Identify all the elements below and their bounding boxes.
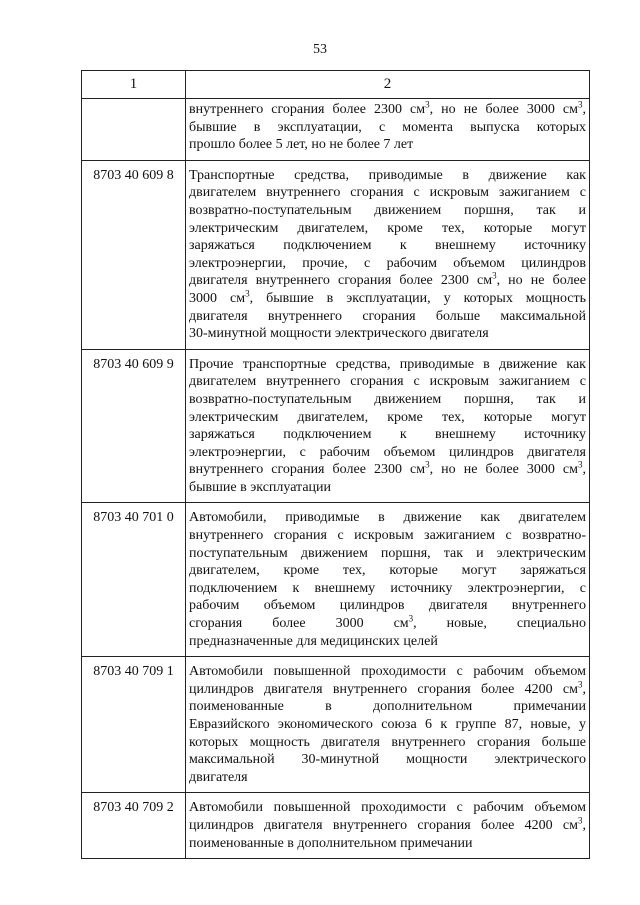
text-fragment: поименованные в дополнительном примечании [189, 835, 473, 851]
text-fragment: внутреннего сгорания с искровым зажиганием с возвратно- [189, 528, 586, 544]
text-fragment: сгорания более 3000 см [189, 616, 409, 632]
text-fragment: бывшие в эксплуатации, с момента выпуска которых [189, 119, 586, 135]
description-line [189, 663, 586, 681]
text-fragment: двигателя внутреннего сгорания более 2300 см [189, 273, 493, 289]
tnved-code: 8703 40 709 1 [82, 657, 186, 793]
superscript-cube: 3 [578, 459, 583, 470]
description-line [189, 444, 586, 462]
text-fragment: которых мощность двигателя внутреннего сгорания больше [189, 734, 586, 750]
superscript-cube: 3 [492, 270, 497, 281]
table-row [82, 503, 590, 657]
text-fragment: заряжаться подключением к внешнему источнику [189, 427, 586, 443]
text-fragment: 3000 см [189, 290, 246, 306]
description-line [189, 220, 586, 238]
description-line [189, 479, 586, 497]
description-line [189, 308, 586, 326]
column-header-code: 1 [82, 71, 186, 99]
text-fragment: цилиндров двигателя внутреннего сгорания более 4200 см [189, 817, 578, 833]
description-line [189, 580, 586, 598]
text-fragment: двигателя [189, 769, 248, 785]
description-line [189, 373, 586, 391]
text-fragment: Автомобили повышенной проходимости с рабочим объемом [189, 664, 586, 680]
description-line [189, 597, 586, 615]
description-line [189, 527, 586, 545]
text-fragment: поименованные в дополнительном примечании [189, 699, 586, 715]
text-fragment: Евразийского экономического союза 6 к группе 87, новые, у [189, 717, 586, 732]
description-line [189, 391, 586, 409]
description-line [189, 509, 586, 527]
description-line [189, 751, 586, 769]
goods-description [186, 349, 590, 503]
tnved-code: 8703 40 609 8 [82, 160, 186, 349]
description-line [189, 799, 586, 817]
description-line [189, 461, 586, 479]
description-line [189, 835, 586, 853]
text-fragment: Транспортные средства, приводимые в движение как [189, 167, 586, 183]
text-fragment: электрическим двигателем, кроме тех, которые могут [189, 409, 586, 425]
text-fragment: двигателем внутреннего сгорания с искровым зажиганием с [189, 185, 586, 201]
text-fragment: , но не более [496, 273, 586, 289]
description-line [189, 562, 586, 580]
tnved-code [82, 99, 186, 161]
text-fragment: электроэнергии, с рабочим объемом цилиндров двигателя [189, 444, 586, 460]
text-fragment: двигателем, кроме тех, которые могут заряжаться [189, 563, 586, 579]
text-fragment: двигателя внутреннего сгорания больше максимальной [189, 308, 586, 324]
text-fragment: максимальной 30-минутной мощности электрического [189, 752, 586, 768]
description-line [189, 167, 586, 185]
text-fragment: , бывшие в эксплуатации, у которых мощность [249, 290, 587, 306]
description-line [189, 101, 586, 119]
text-fragment: рабочим объемом цилиндров двигателя внутреннего [189, 598, 586, 614]
table-header-row [82, 71, 590, 99]
description-line [189, 202, 586, 220]
goods-description [186, 160, 590, 349]
text-fragment: , [582, 681, 586, 697]
tnved-code: 8703 40 701 0 [82, 503, 186, 657]
description-line [189, 698, 586, 716]
description-line [189, 817, 586, 835]
text-fragment: , новые, специально [413, 616, 586, 632]
table-row [82, 349, 590, 503]
goods-description [186, 99, 590, 161]
text-fragment: возвратно-поступательным движением поршня, так и [189, 391, 586, 407]
description-line [189, 734, 586, 752]
text-fragment: Автомобили повышенной проходимости с рабочим объемом [189, 800, 586, 816]
description-line [189, 545, 586, 563]
text-fragment: электроэнергии, прочие, с рабочим объемом цилиндров [189, 255, 586, 271]
superscript-cube: 3 [578, 99, 583, 110]
description-line [189, 633, 586, 651]
description-line [189, 615, 586, 633]
description-line [189, 237, 586, 255]
superscript-cube: 3 [408, 613, 414, 624]
page-number: 53 [313, 42, 327, 57]
text-fragment: поступательным движением поршня, так и электрическим [189, 545, 586, 561]
text-fragment: внутреннего сгорания более 2300 см [189, 102, 426, 117]
text-fragment: , но не более 3000 см [429, 102, 578, 117]
text-fragment: прошло более 5 лет, но не более 7 лет [189, 137, 414, 153]
superscript-cube: 3 [425, 459, 430, 470]
text-fragment: предназначенные для медицинских целей [189, 633, 438, 649]
text-fragment: 30-минутной мощности электрического двигателя [189, 326, 489, 342]
description-line [189, 255, 586, 273]
text-fragment: возвратно-поступательным движением поршня, так и [189, 202, 586, 218]
table-row [82, 99, 590, 161]
description-line [189, 290, 586, 308]
description-line [189, 356, 586, 374]
description-line [189, 716, 586, 734]
text-fragment: бывшие в эксплуатации [189, 479, 332, 495]
description-line [189, 769, 586, 787]
description-line [189, 681, 586, 699]
description-line [189, 426, 586, 444]
text-fragment: электрическим двигателем, кроме тех, которые могут [189, 220, 586, 236]
goods-description [186, 503, 590, 657]
text-fragment: Прочие транспортные средства, приводимые в движение как [189, 356, 586, 372]
description-line [189, 184, 586, 202]
text-fragment: Автомобили, приводимые в движение как двигателем [189, 510, 586, 526]
goods-description [186, 657, 590, 793]
text-fragment: внутреннего сгорания более 2300 см [189, 462, 426, 478]
superscript-cube: 3 [578, 679, 583, 690]
tnved-code: 8703 40 709 2 [82, 793, 186, 859]
tnved-code: 8703 40 609 9 [82, 349, 186, 503]
goods-description [186, 793, 590, 859]
tariff-table [81, 70, 590, 859]
description-line [189, 325, 586, 343]
superscript-cube: 3 [425, 99, 430, 110]
description-line [189, 119, 586, 137]
superscript-cube: 3 [245, 288, 250, 299]
text-fragment: , [582, 102, 586, 117]
superscript-cube: 3 [578, 815, 583, 826]
description-line [189, 136, 586, 154]
text-fragment: , [582, 817, 586, 833]
table-row [82, 793, 590, 859]
text-fragment: двигателем внутреннего сгорания с искровым зажиганием с [189, 374, 586, 390]
text-fragment: , но не более 3000 см [429, 462, 578, 478]
text-fragment: подключением к внешнему источнику электроэнергии, с [189, 580, 586, 596]
text-fragment: цилиндров двигателя внутреннего сгорания более 4200 см [189, 681, 578, 697]
text-fragment: заряжаться подключением к внешнему источнику [189, 238, 586, 254]
text-fragment: , [582, 462, 586, 478]
column-header-description: 2 [186, 71, 590, 99]
table-row [82, 160, 590, 349]
description-line [189, 409, 586, 427]
table-row [82, 657, 590, 793]
